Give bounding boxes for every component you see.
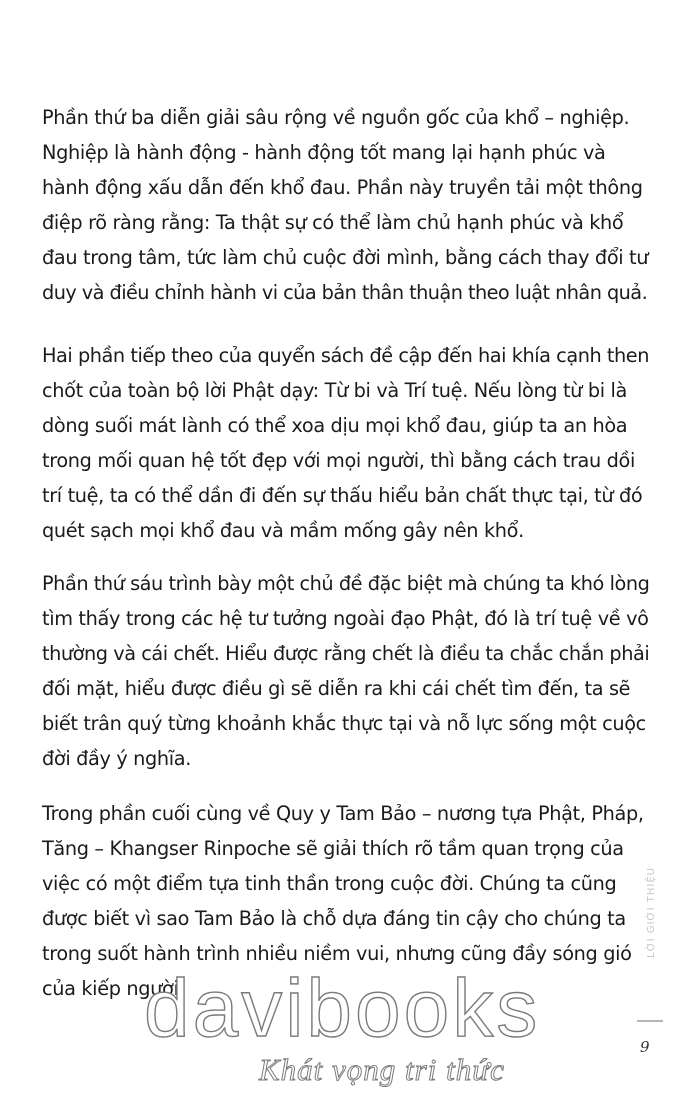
text-line: Phần thứ sáu trình bày một chủ đề đặc biệt mà chúng ta khó lòng <box>42 572 650 595</box>
text-line: đời đầy ý nghĩa. <box>42 747 192 770</box>
text-line: biết trân quý từng khoảnh khắc thực tại và nỗ lực sống một cuộc <box>42 712 646 735</box>
text-line: đối mặt, hiểu được điều gì sẽ diễn ra khi cái chết tìm đến, ta sẽ <box>42 677 631 700</box>
chapter-side-label-text: LỜI GIỚI THIỆU <box>646 866 657 958</box>
side-divider <box>637 1020 663 1022</box>
text-line: duy và điều chỉnh hành vi của bản thân thuận theo luật nhân quả. <box>42 281 648 304</box>
text-line: Tăng – Khangser Rinpoche sẽ giải thích rõ tầm quan trọng của <box>42 837 624 860</box>
text-line: Trong phần cuối cùng về Quy y Tam Bảo – nương tựa Phật, Pháp, <box>42 802 644 825</box>
text-line: tìm thấy trong các hệ tư tưởng ngoài đạo Phật, đó là trí tuệ về vô <box>42 607 649 630</box>
text-line: trong suốt hành trình nhiều niềm vui, nhưng cũng đầy sóng gió <box>42 942 632 965</box>
text-line: Hai phần tiếp theo của quyển sách đề cập đến hai khía cạnh then <box>42 344 649 367</box>
text-line: Phần thứ ba diễn giải sâu rộng về nguồn gốc của khổ – nghiệp. <box>42 106 630 129</box>
text-line: Nghiệp là hành động - hành động tốt mang lại hạnh phúc và <box>42 141 606 164</box>
page-number: 9 <box>640 1038 650 1056</box>
text-line: chốt của toàn bộ lời Phật dạy: Từ bi và Trí tuệ. Nếu lòng từ bi là <box>42 379 627 402</box>
text-line: của kiếp người. <box>42 977 185 1000</box>
text-line: được biết vì sao Tam Bảo là chỗ dựa đáng tin cậy cho chúng ta <box>42 907 626 930</box>
text-line: trí tuệ, ta có thể dần đi đến sự thấu hiểu bản chất thực tại, từ đó <box>42 484 643 507</box>
chapter-side-label <box>646 866 660 958</box>
watermark-tagline: Khát vọng tri thức <box>259 1052 505 1087</box>
text-line: hành động xấu dẫn đến khổ đau. Phần này truyền tải một thông <box>42 176 643 199</box>
watermark-logo-text: davibooks <box>144 963 541 1054</box>
text-line: thường và cái chết. Hiểu được rằng chết là điều ta chắc chắn phải <box>42 642 650 665</box>
text-line: đau trong tâm, tức làm chủ cuộc đời mình, bằng cách thay đổi tư <box>42 246 649 269</box>
text-line: điệp rõ ràng rằng: Ta thật sự có thể làm chủ hạnh phúc và khổ <box>42 211 624 234</box>
text-line: trong mối quan hệ tốt đẹp với mọi người, thì bằng cách trau dồi <box>42 449 635 472</box>
text-line: dòng suối mát lành có thể xoa dịu mọi khổ đau, giúp ta an hòa <box>42 414 628 437</box>
paragraph-2 <box>42 338 652 548</box>
paragraph-1 <box>42 100 652 310</box>
text-line: quét sạch mọi khổ đau và mầm mống gây nên khổ. <box>42 519 524 542</box>
paragraph-3 <box>42 566 652 776</box>
text-line: việc có một điểm tựa tinh thần trong cuộc đời. Chúng ta cũng <box>42 872 617 895</box>
